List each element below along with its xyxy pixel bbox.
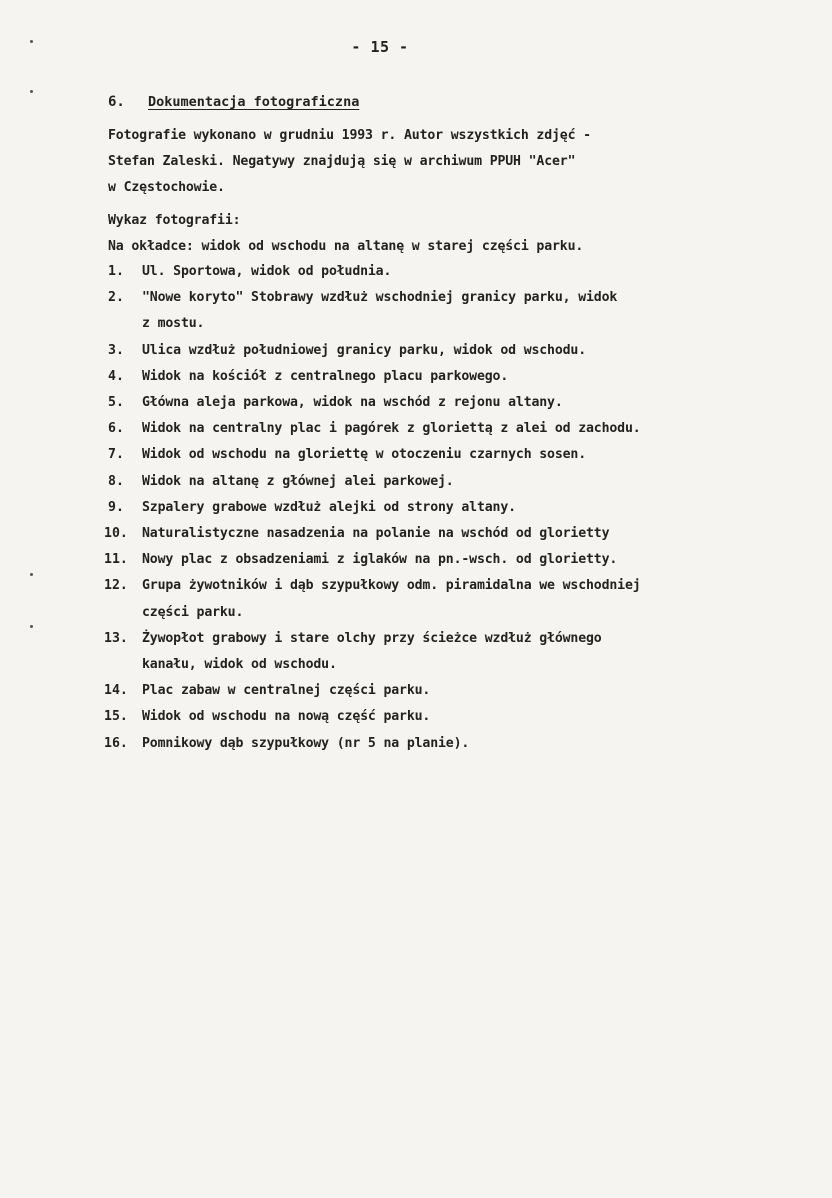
list-item-text: Widok na kościół z centralnego placu parkowego.: [142, 368, 509, 384]
intro-line: Stefan Zaleski. Negatywy znajdują się w archiwum PPUH "Acer": [108, 154, 576, 169]
list-item-number: 11.: [104, 552, 128, 568]
intro-line: w Częstochowie.: [108, 180, 225, 195]
list-item-text: kanału, widok od wschodu.: [142, 657, 337, 672]
list-item-text: Widok od wschodu na gloriettę w otoczeniu czarnych sosen.: [142, 447, 587, 463]
list-item-number: 8.: [108, 473, 124, 489]
list-item-text: Widok na centralny plac i pagórek z gloriettą z alei od zachodu.: [142, 421, 641, 437]
list-item-text: z mostu.: [142, 316, 205, 332]
list-item-number: 10.: [104, 526, 128, 541]
list-item-number: 3.: [108, 342, 124, 358]
list-item-text: "Nowe koryto" Stobrawy wzdłuż wschodniej granicy parku, widok: [142, 290, 618, 306]
intro-line: Fotografie wykonano w grudniu 1993 r. Autor wszystkich zdjęć -: [108, 128, 591, 143]
list-item-number: 2.: [108, 290, 124, 306]
cover-line: Na okładce: widok od wschodu na altanę w starej części parku.: [108, 239, 584, 254]
list-item-text: części parku.: [142, 604, 244, 620]
list-item-text: Ul. Sportowa, widok od południa.: [142, 264, 392, 279]
list-item-number: 13.: [104, 630, 128, 646]
list-item-number: 7.: [108, 447, 124, 463]
section-number: 6.: [108, 94, 125, 110]
margin-mark: [30, 90, 33, 93]
list-item-text: Naturalistyczne nasadzenia na polanie na wschód od glorietty: [142, 526, 610, 541]
list-item-text: Ulica wzdłuż południowej granicy parku, widok od wschodu.: [142, 342, 587, 358]
list-item-text: Plac zabaw w centralnej części parku.: [142, 683, 431, 699]
section-title: Dokumentacja fotograficzna: [148, 94, 360, 110]
list-item-text: Pomnikowy dąb szypułkowy (nr 5 na planie).: [142, 735, 470, 751]
list-item-text: Widok od wschodu na nową część parku.: [142, 709, 431, 725]
list-item-text: Główna aleja parkowa, widok na wschód z rejonu altany.: [142, 395, 563, 410]
list-item-number: 16.: [104, 735, 128, 751]
list-item-number: 12.: [104, 578, 128, 594]
list-item-number: 5.: [108, 395, 124, 410]
list-item-number: 14.: [104, 683, 128, 699]
list-item-number: 4.: [108, 368, 124, 384]
list-item-text: Nowy plac z obsadzeniami z iglaków na pn.-wsch. od glorietty.: [142, 552, 618, 568]
list-item-number: 1.: [108, 264, 124, 279]
list-item-number: 9.: [108, 499, 124, 515]
list-header: Wykaz fotografii:: [108, 213, 241, 228]
list-item-text: Szpalery grabowe wzdłuż alejki od strony altany.: [142, 499, 516, 515]
list-item-text: Grupa żywotników i dąb szypułkowy odm. piramidalna we wschodniej: [142, 578, 641, 594]
margin-mark: [30, 40, 33, 43]
list-item-text: Żywopłot grabowy i stare olchy przy ścieżce wzdłuż głównego: [142, 630, 602, 646]
list-item-number: 6.: [108, 421, 124, 437]
list-item-text: Widok na altanę z głównej alei parkowej.: [142, 473, 454, 489]
margin-mark: [30, 625, 33, 628]
margin-mark: [30, 573, 33, 576]
list-item-number: 15.: [104, 709, 128, 725]
page-number: - 15 -: [351, 38, 409, 56]
